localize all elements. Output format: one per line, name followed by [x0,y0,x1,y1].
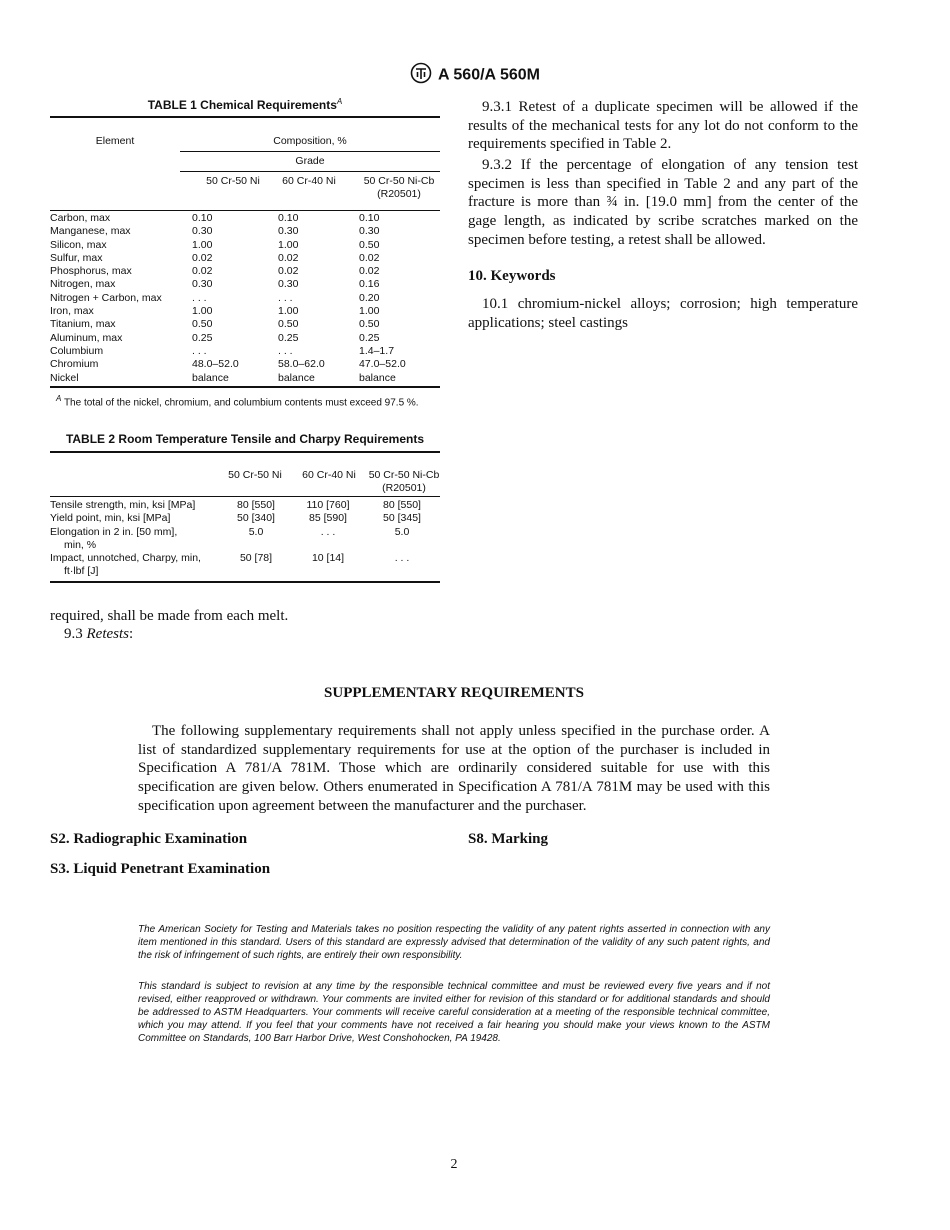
table-row [50,305,440,318]
table1-cell-value: 0.50 [192,318,213,331]
table-row [50,358,440,371]
table1-cell-element: Nitrogen + Carbon, max [50,291,162,304]
table1-cell-value: 0.16 [359,278,380,291]
table1-cell-value: . . . [278,344,293,357]
table1-cell-value: balance [278,371,315,384]
table1-cell-element: Phosphorus, max [50,265,132,278]
table2-cell-value: 5.0 [248,525,264,538]
table1-cell-value: 0.30 [278,225,299,238]
table2-grade-header: 60 Cr-40 Ni [302,469,356,481]
keywords-heading: 10. Keywords [468,268,556,284]
table1-cell-value: 1.00 [278,305,299,318]
patent-notice: The American Society for Testing and Materials takes no position respecting the validity of any patent rights asserted in connection with any item mentioned in this standard. Users of this standard are expressly advised that determination of the validity of any such patent rights, and the risk of infringement of such rights, are entirely their own responsibility. [138,924,770,961]
table-row [50,499,440,512]
table1-cell-value: 0.25 [278,331,299,344]
table1-cell-value: 0.10 [359,212,380,224]
table2-cell-value: 110 [760] [306,499,350,511]
table1-cell-value: 0.02 [278,251,299,264]
table1-cell-element: Carbon, max [50,212,111,224]
table2-cell-value: 5.0 [394,525,410,538]
table1-caption-note: A [336,97,343,106]
table1-cell-element: Chromium [50,358,99,371]
table1-cell-value: 0.30 [359,225,380,238]
table1-cell-value: 0.10 [278,212,299,224]
table2-cell-value: . . . [394,552,410,565]
table2-cell-property: Impact, unnotched, Charpy, min, ft·lbf [J] [50,552,201,578]
table1-cell-element: Nickel [50,371,79,384]
table2-cell-value: 80 [550] [237,499,275,511]
table1-cell-value: 48.0–52.0 [192,358,239,371]
table1-grade-header: 50 Cr-50 Ni-Cb (R20501) [363,175,435,201]
table2-caption: TABLE 2 Room Temperature Tensile and Charpy Requirements [65,432,425,446]
table2-cell-property: Tensile strength, min, ksi [MPa] [50,499,196,511]
table1-cell-value: 0.02 [359,265,380,278]
supplementary-title: SUPPLEMENTARY REQUIREMENTS [324,685,584,701]
table1-cell-value: 0.25 [359,331,380,344]
table1-cell-value: 0.50 [359,238,380,251]
table1-cell-element: Titanium, max [50,318,116,331]
table1-cell-element: Columbium [50,344,104,357]
revision-notice: This standard is subject to revision at any time by the responsible technical committee and must be reviewed every five years and if not revised, either reapproved or withdrawn. Your comments are invited either for revision of this standard or for additional standards and should be addressed to ASTM Headquarters. Your comments will receive careful consideration at a meeting of the responsible technical committee, which you may attend. If you feel that your comments have not received a fair hearing you should make your views known to the ASTM Committee on Standards, 100 Barr Harbor Drive, West Conshohocken, PA 19428. [138,981,770,1044]
table-row [50,318,440,331]
table-row [50,552,440,579]
table1-cell-value: . . . [278,291,293,304]
table1-cell-value: 1.4–1.7 [359,344,395,357]
table1-cell-value: 0.50 [278,318,299,331]
table-row [50,372,440,385]
table2-cell-value: 50 [78] [239,552,273,565]
table1-body [50,212,440,385]
table1-cell-value: 47.0–52.0 [359,358,406,371]
table2-cell-value: 50 [345] [383,512,421,525]
table2-cell-property: Yield point, min, ksi [MPa] [50,512,171,525]
table1-cell-value: 0.50 [359,318,380,331]
table2-cell-value: 50 [340] [237,512,275,525]
table1-cell-value: 0.02 [278,265,299,278]
table1-cell-value: balance [192,371,229,384]
table2 [50,451,440,583]
table1-caption-text: TABLE 1 Chemical Requirements [147,98,337,112]
table1-cell-value: . . . [192,291,207,304]
table1-cell-value: 0.30 [192,225,213,238]
table1-cell-element: Sulfur, max [50,251,103,264]
table2-body [50,499,440,579]
table1-cell-value: 58.0–62.0 [278,358,325,371]
table2-grade-header: 50 Cr-50 Ni [228,469,282,481]
table1-cell-value: 0.02 [192,251,213,264]
table-row [50,278,440,291]
table1 [50,116,440,409]
table1-cell-value: 0.30 [278,278,299,291]
s2-heading: S2. Radiographic Examination [50,831,248,847]
table1-cell-element: Silicon, max [50,238,107,251]
table1-cell-value: 0.10 [192,212,213,224]
s3-heading: S3. Liquid Penetrant Examination [50,861,271,877]
table-row [50,512,440,525]
table-row [50,526,440,553]
standard-designation: A 560/A 560M [438,66,540,84]
table1-cell-element: Iron, max [50,305,94,318]
table2-cell-value: . . . [320,525,336,538]
table1-cell-value: 0.25 [192,331,213,344]
table1-cell-value: 0.30 [192,278,213,291]
table-row [50,252,440,265]
table1-cell-value: 0.20 [359,291,380,304]
table1-grade-header: 60 Cr-40 Ni [282,175,336,187]
table-row [50,212,440,225]
table2-cell-value: 10 [14] [311,552,345,565]
table2-cell-value: 85 [590] [309,512,347,525]
table1-footnote: $^A$ The total of the nickel, chromium, and columbium contents must exceed 97.5 %. [56,393,419,409]
table1-col-element: Element [95,135,135,147]
table1-cell-value: 1.00 [192,238,213,251]
table1-caption [50,97,440,112]
table2-cell-value: 80 [550] [383,499,421,511]
para-10-1: 10.1 chromium-nickel alloys; corrosion; high temperature applications; steel castings [468,296,858,331]
table-row [50,292,440,305]
melt-text: required, shall be made from each melt. [50,608,289,624]
table1-cell-value: 1.00 [359,305,380,318]
table-row [50,225,440,238]
para-9-3-2: 9.3.2 If the percentage of elongation of any tension test specimen is less than specified in Table 2 and any part of the fracture is more than ¾ in. [19.0 mm] from the center of the gage length, as indicated by scribe scratches marked on the specimen before testing, a retest shall be allowed. [468,157,858,248]
table1-cell-value: 0.02 [359,251,380,264]
supplementary-intro: The following supplementary requirements shall not apply unless specified in the purchase order. A list of standardized supplementary requirements for use at the option of the purchaser is included in Specification A 781/A 781M. Those which are ordinarily considered suitable for use with this specification are given below. Others enumerated in Specification A 781/A 781M may be used with this specification upon agreement between the manufacturer and the purchaser. [138,723,770,814]
astm-logo-icon [410,62,432,89]
page-number: 2 [450,1157,458,1172]
table2-cell-property: Elongation in 2 in. [50 mm], min, % [50,525,178,551]
table2-grade-header: 50 Cr-50 Ni-Cb (R20501) [368,469,440,495]
para-9-3-1: 9.3.1 Retest of a duplicate specimen will be allowed if the results of the mechanical tests for any lot do not conform to the requirements specified in Table 2. [468,99,858,153]
table1-cell-element: Nitrogen, max [50,278,116,291]
table-row [50,345,440,358]
table1-col-grade: Grade [295,155,325,167]
table1-col-composition: Composition, % [273,135,347,147]
table-row [50,239,440,252]
retests-heading: 9.3 Retests: [64,626,134,642]
table1-cell-value: 0.02 [192,265,213,278]
table1-cell-element: Aluminum, max [50,331,123,344]
s8-heading: S8. Marking [468,831,549,847]
page-header [0,62,950,89]
table-row [50,265,440,278]
table1-cell-value: 1.00 [278,238,299,251]
table1-cell-value: balance [359,371,396,384]
table-row [50,332,440,345]
table1-cell-element: Manganese, max [50,225,131,238]
table1-cell-value: 1.00 [192,305,213,318]
table1-cell-value: . . . [192,344,207,357]
table1-grade-header: 50 Cr-50 Ni [206,175,260,187]
